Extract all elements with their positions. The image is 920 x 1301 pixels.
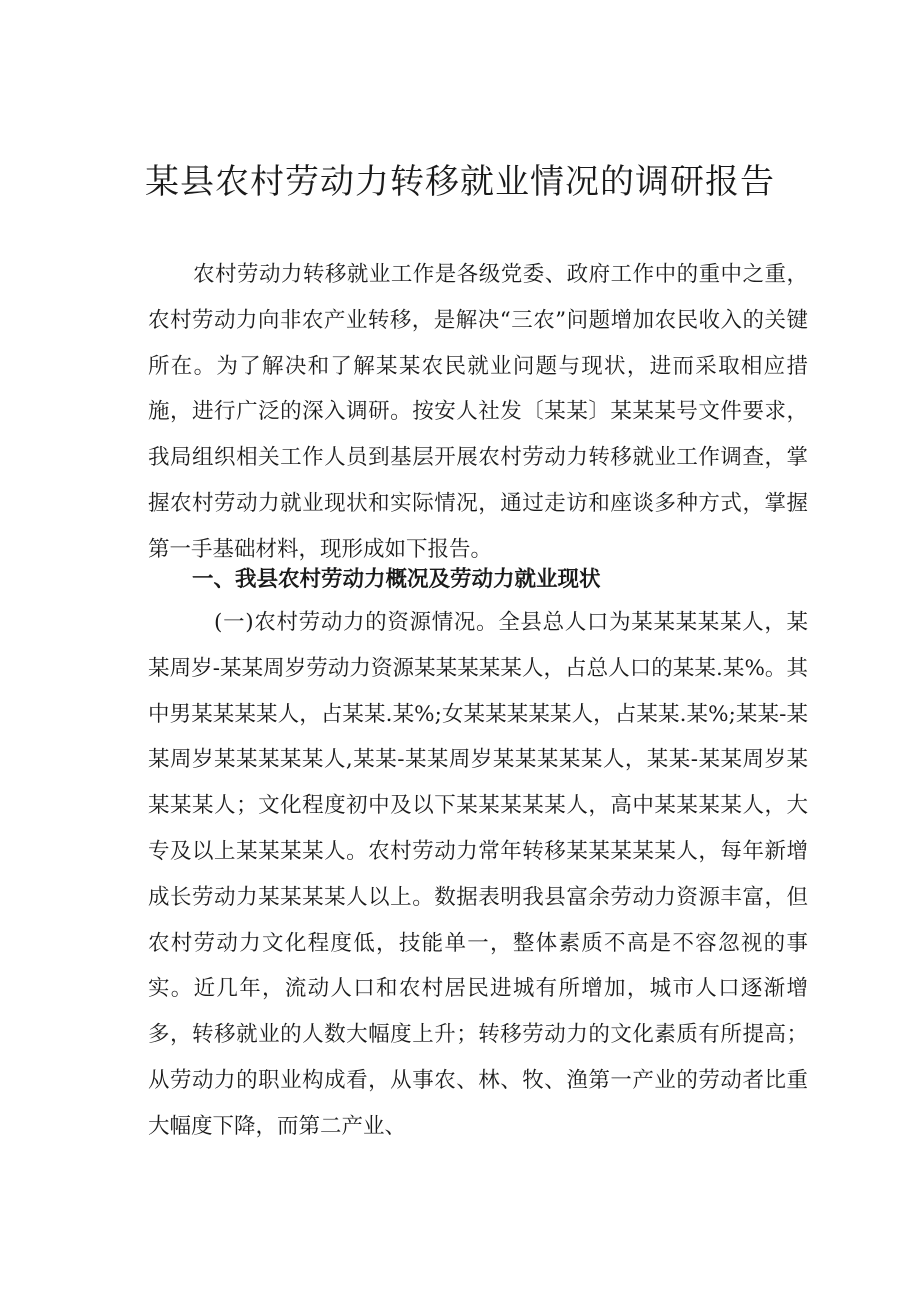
section-paragraph: (一)农村劳动力的资源情况。全县总人口为某某某某某人，某某周岁-某某周岁劳动力资源某某某某某人，占总人口的某某.某%。其中男某某某某人，占某某.某%;女某某某某某人，占某某.某%;某某-某某周岁某某某某某人,某某-某某周岁某某某某某人，某某-某某周岁某某某某人；文化程度初中及以下某某某某某人，高中某某某某人，大专及以上某某某某人。农村劳动力常年转移某某某某某人，每年新增成长劳动力某某某某人以上。数据表明我县富余劳动力资源丰富，但农村劳动力文化程度低，技能单一，整体素质不高是不容忽视的事实。近几年，流动人口和农村居民进城有所增加，城市人口逐渐增多，转移就业的人数大幅度上升；转移劳动力的文化素质有所提高；从劳动力的职业构成看，从事农、林、牧、渔第一产业的劳动者比重大幅度下降，而第二产业、 (148, 610, 808, 1139)
intro-paragraph: 农村劳动力转移就业工作是各级党委、政府工作中的重中之重，农村劳动力向非农产业转移，是解决“三农”问题增加农民收入的关键所在。为了解决和了解某某农民就业问题与现状，进而采取相应措施，进行广泛的深入调研。按安人社发〔某某〕某某某号文件要求，我局组织相关工作人员到基层开展农村劳动力转移就业工作调查，掌握农村劳动力就业现状和实际情况，通过走访和座谈多种方式，掌握第一手基础材料，现形成如下报告。 (148, 262, 808, 562)
document-title: 某县农村劳动力转移就业情况的调研报告 (145, 162, 775, 202)
section-heading: 一、我县农村劳动力概况及劳动力就业现状 (192, 567, 601, 592)
